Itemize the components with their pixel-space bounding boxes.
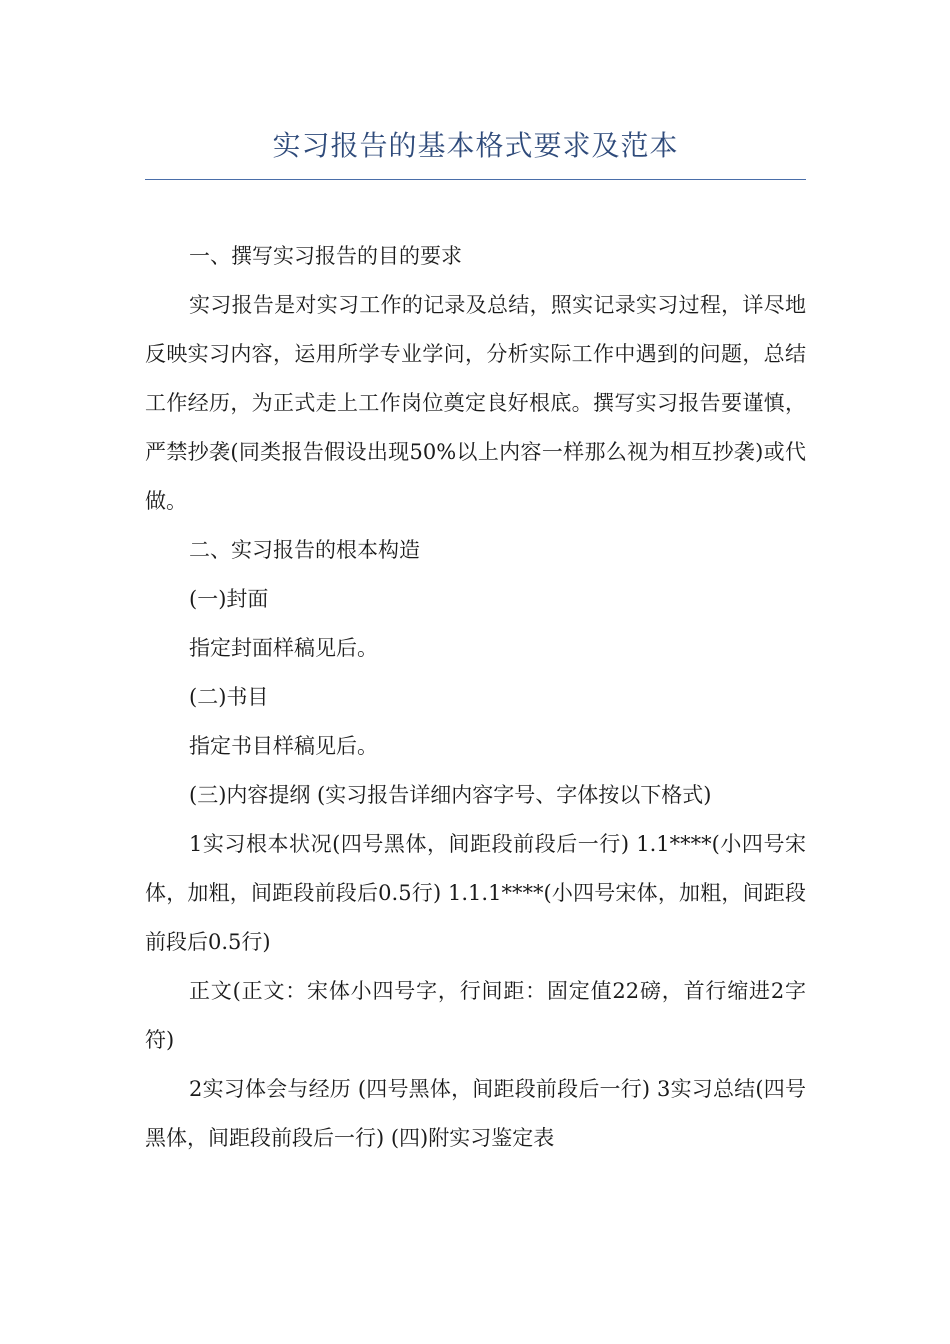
document-body <box>145 232 806 1163</box>
paragraph-catalog: 指定书目样稿见后。 <box>189 734 378 758</box>
page-title: 实习报告的基本格式要求及范本 <box>272 129 679 162</box>
section-heading-purpose: 一、撰写实习报告的目的要求 <box>189 244 462 268</box>
subheading-outline: (三)内容提纲 (实习报告详细内容字号、字体按以下格式) <box>189 783 712 807</box>
subheading-catalog: (二)书目 <box>189 685 269 709</box>
subheading-cover: (一)封面 <box>189 587 269 611</box>
paragraph-summary-format: 2实习体会与经历 (四号黑体，间距段前段后一行) 3实习总结(四号黑体，间距段前段后一行) (四)附实习鉴定表 <box>145 1077 806 1150</box>
paragraph-body-format: 正文(正文：宋体小四号字，行间距：固定值22磅，首行缩进2字符) <box>145 979 806 1052</box>
section-heading-structure: 二、实习报告的根本构造 <box>189 538 420 562</box>
paragraph-cover: 指定封面样稿见后。 <box>189 636 378 660</box>
paragraph-outline-format: 1实习根本状况(四号黑体，间距段前段后一行) 1.1****(小四号宋体，加粗，间距段前段后0.5行) 1.1.1****(小四号宋体，加粗，间距段前段后0.5行) <box>145 832 806 954</box>
paragraph-purpose: 实习报告是对实习工作的记录及总结，照实记录实习过程，详尽地反映实习内容，运用所学专业学问，分析实际工作中遇到的问题，总结工作经历，为正式走上工作岗位奠定良好根底。撰写实习报告要谨慎， 严禁抄袭(同类报告假设出现50%以上内容一样那么视为相互抄袭)或代做。 <box>145 293 806 513</box>
title-underline <box>145 179 806 180</box>
